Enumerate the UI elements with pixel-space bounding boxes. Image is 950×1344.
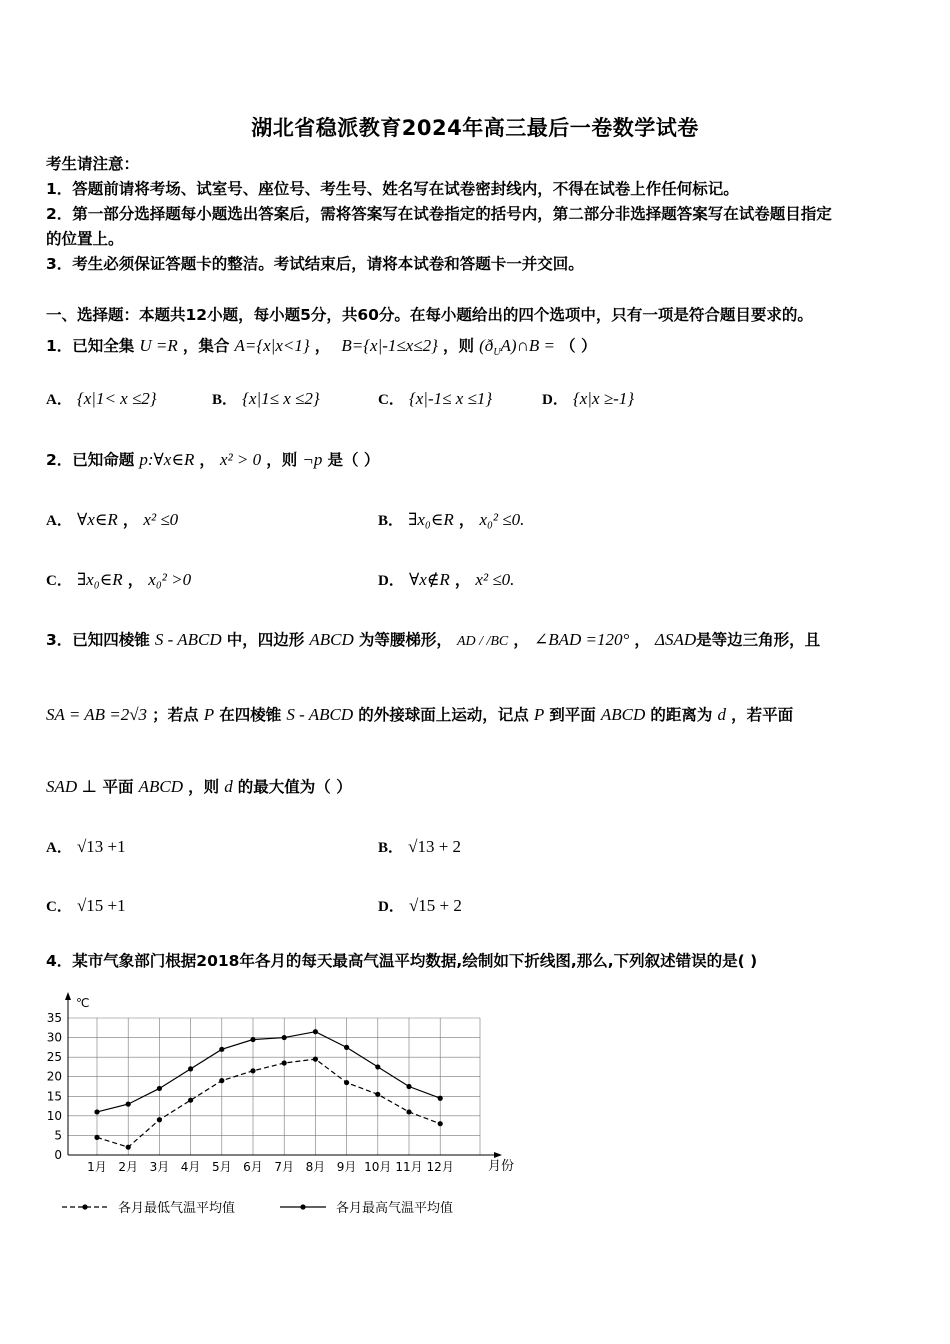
chart-series xyxy=(94,1029,442,1150)
q3-text: ， xyxy=(513,631,529,649)
q2-option-d xyxy=(378,568,514,590)
data-point xyxy=(157,1086,162,1091)
q3-math: SA = AB =2√3 xyxy=(46,705,148,724)
q3-text: 的最大值为（ ） xyxy=(237,778,352,796)
q3-math: ∠BAD =120° xyxy=(533,630,630,649)
legend-marker xyxy=(82,1204,87,1209)
q3-text: ，则 xyxy=(188,778,220,796)
option-label: C． xyxy=(46,573,72,589)
q1-text: 1．已知全集 xyxy=(46,337,135,355)
page-title: 湖北省稳派教育2024年高三最后一卷数学试卷 xyxy=(251,116,699,140)
option-math: {x|1≤ x ≤2} xyxy=(242,389,320,408)
q3-option-a xyxy=(46,836,126,857)
notice-item: 1．答题前请将考场、试室号、座位号、考生号、姓名写在试卷密封线内，不得在试卷上作任何标记。 xyxy=(46,180,739,198)
q1-math: B={x|-1≤x≤2} xyxy=(341,336,438,355)
option-math: ∀x∈R xyxy=(76,510,118,529)
q3-math: d xyxy=(224,777,233,796)
q1-math-sub: U xyxy=(493,347,501,359)
q3-text: 在四棱锥 xyxy=(219,706,282,724)
notice-heading: 考生请注意： xyxy=(46,155,140,173)
x-tick-label: 4月 xyxy=(180,1160,201,1174)
option-math: √15 +1 xyxy=(76,896,126,915)
y-tick-label: 35 xyxy=(46,1011,62,1025)
option-label: D． xyxy=(378,573,404,589)
q1-math: U =R xyxy=(139,336,178,355)
q3-text: ， xyxy=(634,631,650,649)
data-point xyxy=(126,1145,131,1150)
question-3-line-3 xyxy=(46,775,352,797)
x-tick-label: 12月 xyxy=(426,1160,454,1174)
data-point xyxy=(250,1068,255,1073)
data-point xyxy=(313,1057,318,1062)
q3-text: 平面 xyxy=(102,778,134,796)
question-1 xyxy=(46,334,596,360)
y-tick-label: 20 xyxy=(46,1069,62,1084)
q3-math: S - ABCD xyxy=(154,630,222,649)
x-tick-label: 9月 xyxy=(336,1160,357,1174)
x-tick-label: 7月 xyxy=(274,1160,295,1174)
q3-text: 是等边三角形，且 xyxy=(696,631,821,649)
q1-text: ，则 xyxy=(443,337,475,355)
legend-label: 各月最高气温平均值 xyxy=(336,1201,454,1216)
data-point xyxy=(406,1109,411,1114)
y-axis-arrow xyxy=(65,992,71,1000)
option-math: ∃x₀∈R xyxy=(76,570,123,589)
q1-math: A)∩B = xyxy=(500,336,555,355)
question-3-line-1 xyxy=(46,628,820,650)
x-tick-label: 3月 xyxy=(149,1160,170,1174)
option-math: x² ≤0 xyxy=(143,510,179,529)
x-axis-label: 月份 xyxy=(488,1159,515,1174)
x-tick-label: 2月 xyxy=(118,1160,139,1174)
option-math: {x|1< x ≤2} xyxy=(76,389,157,408)
q3-math: ΔSAD xyxy=(655,630,697,649)
data-point xyxy=(375,1092,380,1097)
q3-math: AD / /BC xyxy=(456,634,509,649)
data-point xyxy=(344,1080,349,1085)
data-point xyxy=(438,1096,443,1101)
x-axis-arrow xyxy=(494,1152,502,1158)
q3-math: ABCD xyxy=(138,777,183,796)
q3-text: 的外接球面上运动，记点 xyxy=(358,706,529,724)
q2-math: ¬p xyxy=(302,450,323,469)
q1-option-c xyxy=(378,388,492,409)
q3-math: ABCD xyxy=(600,705,646,724)
q2-option-b xyxy=(378,508,524,530)
y-tick-label: 15 xyxy=(46,1089,62,1104)
y-tick-labels xyxy=(47,1011,62,1162)
option-label: B． xyxy=(378,513,404,529)
q3-option-d xyxy=(378,895,462,916)
data-point xyxy=(250,1037,255,1042)
option-label: C． xyxy=(46,899,72,915)
option-math: {x|x ≥-1} xyxy=(572,389,635,408)
q1-option-a xyxy=(46,388,157,409)
data-point xyxy=(313,1029,318,1034)
data-point xyxy=(282,1035,287,1040)
q3-math: P xyxy=(203,705,215,724)
q1-option-d xyxy=(542,388,634,409)
q2-text: 是（ ） xyxy=(327,451,380,469)
x-tick-label: 6月 xyxy=(243,1160,263,1174)
data-point xyxy=(375,1064,380,1069)
legend-marker xyxy=(300,1204,305,1209)
chart-axes xyxy=(65,992,502,1158)
question-3-line-2 xyxy=(46,703,793,725)
q3-math: P xyxy=(533,705,545,724)
q2-option-c xyxy=(46,568,191,590)
option-label: B． xyxy=(378,840,404,856)
section-heading: 一、选择题：本题共12小题，每小题5分，共60分。在每小题给出的四个选项中，只有一项是符合题目要求的。 xyxy=(46,306,813,324)
data-point xyxy=(94,1109,99,1114)
temperature-line-chart xyxy=(40,990,540,1220)
q2-math: x² > 0 xyxy=(220,450,262,469)
option-label: D． xyxy=(378,899,404,915)
q3-option-c xyxy=(46,895,126,916)
q3-math: d xyxy=(717,705,726,724)
data-point xyxy=(157,1117,162,1122)
q3-text: 的距离为 xyxy=(650,706,713,724)
q3-math: S - ABCD xyxy=(286,705,354,724)
data-point xyxy=(126,1102,131,1107)
q1-text: ，集合 xyxy=(182,337,230,355)
q2-math: p:∀x∈R xyxy=(139,450,195,469)
data-point xyxy=(219,1047,224,1052)
y-axis-label: ℃ xyxy=(76,996,90,1010)
option-math: x₀² ≤0 xyxy=(479,510,521,529)
x-tick-label: 8月 xyxy=(305,1160,326,1174)
option-math: x² ≤0 xyxy=(475,570,511,589)
option-math: ∃x₀∈R xyxy=(408,510,454,529)
option-sep: ， xyxy=(458,511,475,529)
option-math: √13 + 2 xyxy=(408,837,462,856)
q3-text: 为等腰梯形， xyxy=(358,631,452,649)
option-label: C． xyxy=(378,392,404,408)
q3-text: 3．已知四棱锥 xyxy=(46,631,150,649)
q3-math: ABCD xyxy=(309,630,354,649)
q1-math: A={x|x<1} xyxy=(234,336,310,355)
q1-option-b xyxy=(212,388,320,409)
legend-label: 各月最低气温平均值 xyxy=(118,1201,236,1216)
x-tick-labels xyxy=(87,1160,454,1174)
option-label: A． xyxy=(46,392,72,408)
option-sep: ， xyxy=(122,511,139,529)
data-point xyxy=(282,1060,287,1065)
data-point xyxy=(406,1084,411,1089)
x-tick-label: 10月 xyxy=(364,1160,392,1174)
q3-text: ，若平面 xyxy=(731,706,794,724)
q2-text: ，则 xyxy=(266,451,298,469)
notice-item: 的位置上。 xyxy=(46,230,124,248)
chart-legend xyxy=(62,1200,453,1216)
q2-option-a xyxy=(46,508,178,530)
q3-math: SAD ⊥ xyxy=(46,777,98,796)
y-tick-label: 5 xyxy=(54,1128,62,1143)
option-end: . xyxy=(510,570,515,589)
option-math: {x|-1≤ x ≤1} xyxy=(408,389,493,408)
option-math: √15 + 2 xyxy=(408,896,462,915)
y-tick-label: 0 xyxy=(54,1148,62,1162)
notice-item: 2．第一部分选择题每小题选出答案后，需将答案写在试卷指定的括号内，第二部分非选择题答案写在试卷题目指定 xyxy=(46,205,832,223)
data-point xyxy=(219,1078,224,1083)
option-sep: ， xyxy=(127,571,144,589)
option-math: ∀x∉R xyxy=(408,570,450,589)
option-label: D． xyxy=(542,392,568,408)
q1-math: (ð xyxy=(479,336,494,355)
data-point xyxy=(188,1098,193,1103)
option-end: . xyxy=(520,510,525,529)
q3-text: ；若点 xyxy=(152,706,199,724)
q1-text: （ ） xyxy=(560,337,597,355)
x-tick-label: 5月 xyxy=(211,1160,232,1174)
question-4: 4．某市气象部门根据2018年各月的每天最高气温平均数据,绘制如下折线图,那么,下列叙述错误的是( ) xyxy=(46,952,758,970)
q1-text: ， xyxy=(314,337,331,355)
y-tick-label: 30 xyxy=(46,1030,62,1045)
notice-item: 3．考生必须保证答题卡的整洁。考试结束后，请将本试卷和答题卡一并交回。 xyxy=(46,255,584,273)
option-sep: ， xyxy=(454,571,471,589)
x-tick-label: 1月 xyxy=(87,1160,107,1174)
q3-text: 到平面 xyxy=(549,706,596,724)
q3-text: 中，四边形 xyxy=(226,631,305,649)
option-label: A． xyxy=(46,513,72,529)
series-line xyxy=(97,1059,440,1147)
y-tick-label: 10 xyxy=(46,1108,62,1123)
option-label: A． xyxy=(46,840,72,856)
data-point xyxy=(94,1135,99,1140)
q3-option-b xyxy=(378,836,461,857)
x-tick-label: 11月 xyxy=(395,1160,423,1174)
data-point xyxy=(188,1066,193,1071)
option-label: B． xyxy=(212,392,238,408)
data-point xyxy=(344,1045,349,1050)
data-point xyxy=(438,1121,443,1126)
question-2 xyxy=(46,448,379,470)
y-tick-label: 25 xyxy=(46,1050,62,1065)
q2-text: ， xyxy=(199,451,215,469)
q2-text: 2．已知命题 xyxy=(46,451,135,469)
option-math: x₀² >0 xyxy=(148,570,192,589)
option-math: √13 +1 xyxy=(76,837,126,856)
